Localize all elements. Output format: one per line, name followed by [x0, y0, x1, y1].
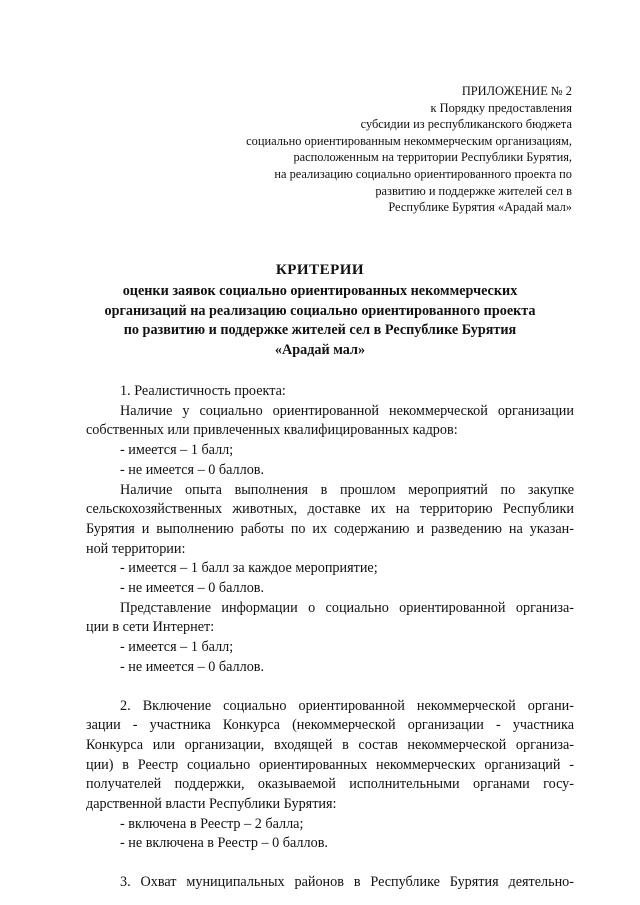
paragraph-line: дарственной власти Республики Бурятия: [86, 796, 337, 813]
appendix-header [172, 83, 572, 216]
subtitle-line: по развитию и поддержке жителей сел в Республике Бурятия [123, 322, 517, 338]
paragraph-line: Наличие опыта выполнения в прошлом мероприятий по закупке [120, 481, 574, 498]
score-option: - имеется – 1 балл; [120, 639, 234, 656]
appendix-number: ПРИЛОЖЕНИЕ № 2 [461, 84, 572, 98]
paragraph-line: ции в сети Интернет: [86, 619, 215, 636]
subtitle-line: «Арадай мал» [274, 341, 366, 358]
appendix-line: субсидии из республиканского бюджета [360, 117, 572, 132]
paragraph-line: сельскохозяйственных животных, доставке их на территорию Республики [86, 501, 574, 518]
appendix-line: на реализацию социально ориентированного проекта по [274, 166, 572, 181]
score-option: - имеется – 1 балл за каждое мероприятие; [120, 560, 378, 577]
paragraph-line: Конкурса или организации, входящей в состав некоммерческой организа- [86, 736, 574, 753]
score-option: - включена в Реестр – 2 балла; [120, 815, 304, 832]
section-1-heading: 1. Реалистичность проекта: [120, 383, 286, 399]
document-subtitle [60, 282, 580, 360]
appendix-line: расположенным на территории Республики Бурятия, [293, 150, 572, 165]
section-gap [86, 678, 574, 697]
paragraph-line: Бурятия и выполнению работы по их содержанию и разведению на указан- [86, 520, 574, 537]
score-option: - не имеется – 0 баллов. [120, 461, 265, 478]
paragraph-line: собственных или привлеченных квалифицированных кадров: [86, 422, 458, 439]
appendix-line: социально ориентированным некоммерческим организациям, [246, 133, 572, 148]
appendix-line: развитию и поддержке жителей сел в [375, 183, 572, 198]
paragraph-line: зации - участника Конкурса (некоммерческой организации - участника [86, 717, 574, 734]
paragraph-line: получателей поддержки, оказываемой исполнительными органами госу- [86, 776, 574, 793]
score-option: - не имеется – 0 баллов. [120, 658, 265, 675]
score-option: - не имеется – 0 баллов. [120, 580, 265, 597]
paragraph-line: ции) в Реестр социально ориентированных некоммерческих организаций - [86, 756, 574, 773]
score-option: - имеется – 1 балл; [120, 442, 234, 459]
score-option: - не включена в Реестр – 0 баллов. [120, 835, 328, 852]
document-body [86, 382, 574, 893]
paragraph-line: ной территории: [86, 540, 186, 557]
section-3-line: 3. Охват муниципальных районов в Республике Бурятия деятельно- [120, 874, 574, 891]
appendix-line: Республике Бурятия «Арадай мал» [388, 200, 572, 215]
paragraph-line: Представление информации о социально ориентированной организа- [120, 599, 574, 616]
appendix-line: к Порядку предоставления [430, 100, 572, 115]
paragraph-line: Наличие у социально ориентированной некоммерческой организации [120, 402, 574, 419]
subtitle-line: оценки заявок социально ориентированных некоммерческих [122, 283, 518, 299]
section-gap [86, 854, 574, 873]
subtitle-line: организаций на реализацию социально ориентированного проекта [104, 302, 536, 319]
document-title: КРИТЕРИИ [275, 262, 365, 278]
section-2-line: 2. Включение социально ориентированной некоммерческой органи- [120, 697, 574, 714]
